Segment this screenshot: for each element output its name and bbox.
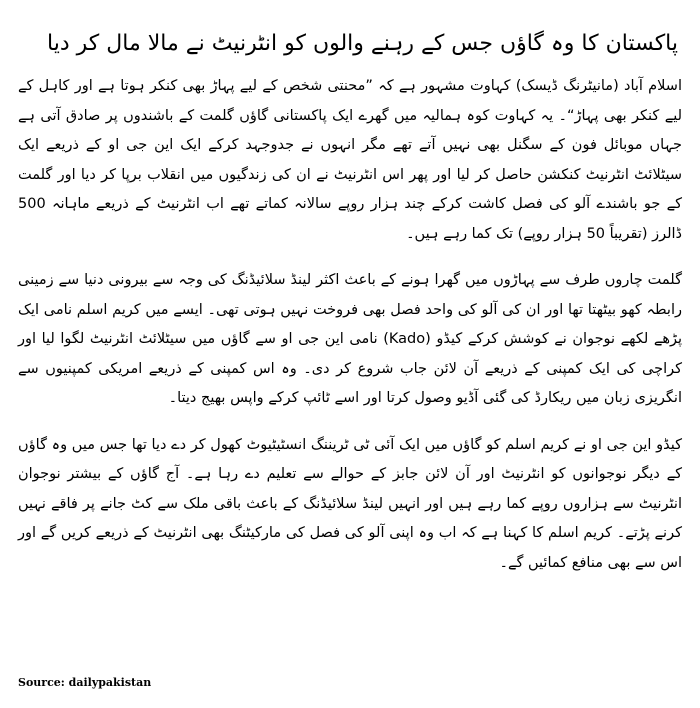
article-paragraph: اسلام آباد (مانیٹرنگ ڈیسک) کہاوت مشہور ہے کہ ”محنتی شخص کے لیے پہاڑ بھی کنکر ہوتا ہے اور کاہل کے لیے کنکر بھی پہاڑ“۔ یہ کہاوت کوہ ہمالیہ میں گھرے ایک پاکستانی گاؤں گلمت کے باشندوں پر صادق آتی ہے جہاں موبائل فون کے سگنل بھی نہیں آتے تھے مگر انہوں نے جدوجہد کرکے ایک این جی او کے ذریعے ایک سیٹلائٹ انٹرنیٹ کنکشن حاصل کر لیا اور پھر اس انٹرنیٹ نے ان کی زندگیوں میں انقلاب برپا کر دیا اور گلمت کے جو باشندے آلو کی فصل کاشت کرکے چند ہزار روپے سالانہ کماتے تھے اب انٹرنیٹ کے ذریعے ماہانہ 500 ڈالرز (تقریباً 50 ہزار روپے) تک کما رہے ہیں۔ [18, 78, 682, 242]
source-credit: Source: dailypakistan [18, 676, 152, 689]
article-headline: پاکستان کا وہ گاؤں جس کے رہنے والوں کو انٹرنیٹ نے مالا مال کر دیا [47, 31, 678, 56]
article [18, 28, 682, 578]
article-paragraph: کیڈو این جی او نے کریم اسلم کو گاؤں میں ایک آئی ٹی ٹریننگ انسٹیٹیوٹ کھول کر دے دیا تھا جس میں وہ گاؤں کے دیگر نوجوانوں کو انٹرنیٹ اور آن لائن جابز کے حوالے سے تعلیم دے رہا ہے۔ آج گاؤں کے بیشتر نوجوان انٹرنیٹ سے ہزاروں روپے کما رہے ہیں اور انہیں لینڈ سلائیڈنگ کے باعث باقی ملک سے کٹ جانے پر فاقے نہیں کرنے پڑتے۔ کریم اسلم کا کہنا ہے کہ اب وہ اپنی آلو کی فصل کی مارکیٹنگ بھی انٹرنیٹ کے ذریعے کریں گے اور اس سے بھی منافع کمائیں گے۔ [18, 436, 682, 571]
article-paragraph: گلمت چاروں طرف سے پہاڑوں میں گھرا ہونے کے باعث اکثر لینڈ سلائیڈنگ کی وجہ سے بیرونی دنیا سے زمینی رابطہ کھو بیٹھتا تھا اور ان کی آلو کی واحد فصل بھی فروخت نہیں ہوتی تھی۔ ایسے میں کریم اسلم نامی ایک پڑھے لکھے نوجوان نے کوشش کرکے کیڈو (Kado) نامی این جی او سے گاؤں میں سیٹلائٹ انٹرنیٹ لگوا لیا اور کراچی کی ایک کمپنی کے ذریعے آن لائن جاب شروع کر دی۔ وہ اس کمپنی کے ذریعے امریکی کمپنیوں سے انگریزی زبان میں ریکارڈ کی گئی آڈیو وصول کرتا اور اسے ٹائپ کرکے واپس بھیج دیتا۔ [18, 272, 682, 406]
